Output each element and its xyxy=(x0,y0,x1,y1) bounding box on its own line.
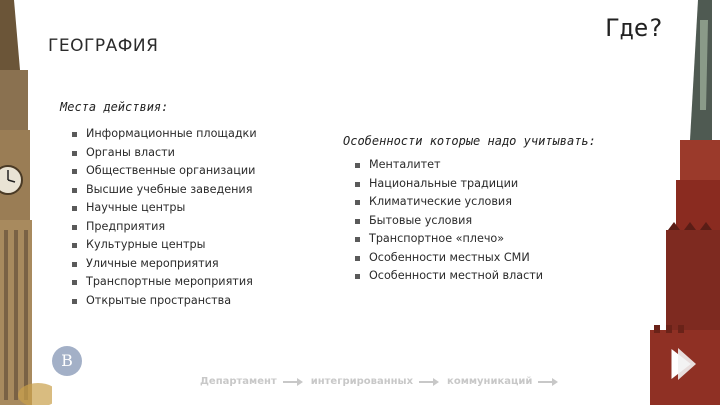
big-ben-tower-image xyxy=(0,0,52,405)
list-item: Климатические условия xyxy=(353,193,543,212)
arrow-right-icon xyxy=(419,378,441,386)
list-item: Информационные площадки xyxy=(70,125,257,144)
university-logo xyxy=(52,346,82,376)
list-item: Высшие учебные заведения xyxy=(70,181,257,200)
list-item: Научные центры xyxy=(70,199,257,218)
list-item: Транспортное «плечо» xyxy=(353,230,543,249)
footer-step: коммуникаций xyxy=(447,376,533,387)
factors-list xyxy=(353,156,543,286)
list-item: Предприятия xyxy=(70,218,257,237)
logo-glyph: В xyxy=(61,351,73,370)
list-item: Особенности местных СМИ xyxy=(353,249,543,268)
list-item: Уличные мероприятия xyxy=(70,255,257,274)
list-item: Транспортные мероприятия xyxy=(70,273,257,292)
list-item: Культурные центры xyxy=(70,236,257,255)
places-label: Места действия: xyxy=(60,100,169,114)
kremlin-tower-image xyxy=(650,0,720,405)
slide-title: ГЕОГРАФИЯ xyxy=(48,36,159,56)
arrow-right-icon xyxy=(283,378,305,386)
footer-step: интегрированных xyxy=(310,376,414,387)
footer-flow xyxy=(200,376,560,387)
factors-label: Особенности которые надо учитывать: xyxy=(343,134,596,148)
list-item: Открытые пространства xyxy=(70,292,257,311)
footer-step: Департамент xyxy=(200,376,277,387)
places-list xyxy=(70,125,257,310)
list-item: Национальные традиции xyxy=(353,175,543,194)
department-logo-icon xyxy=(668,346,700,382)
list-item: Менталитет xyxy=(353,156,543,175)
list-item: Органы власти xyxy=(70,144,257,163)
corner-heading: Где? xyxy=(605,14,663,42)
list-item: Общественные организации xyxy=(70,162,257,181)
arrow-right-icon xyxy=(538,378,560,386)
list-item: Бытовые условия xyxy=(353,212,543,231)
list-item: Особенности местной власти xyxy=(353,267,543,286)
